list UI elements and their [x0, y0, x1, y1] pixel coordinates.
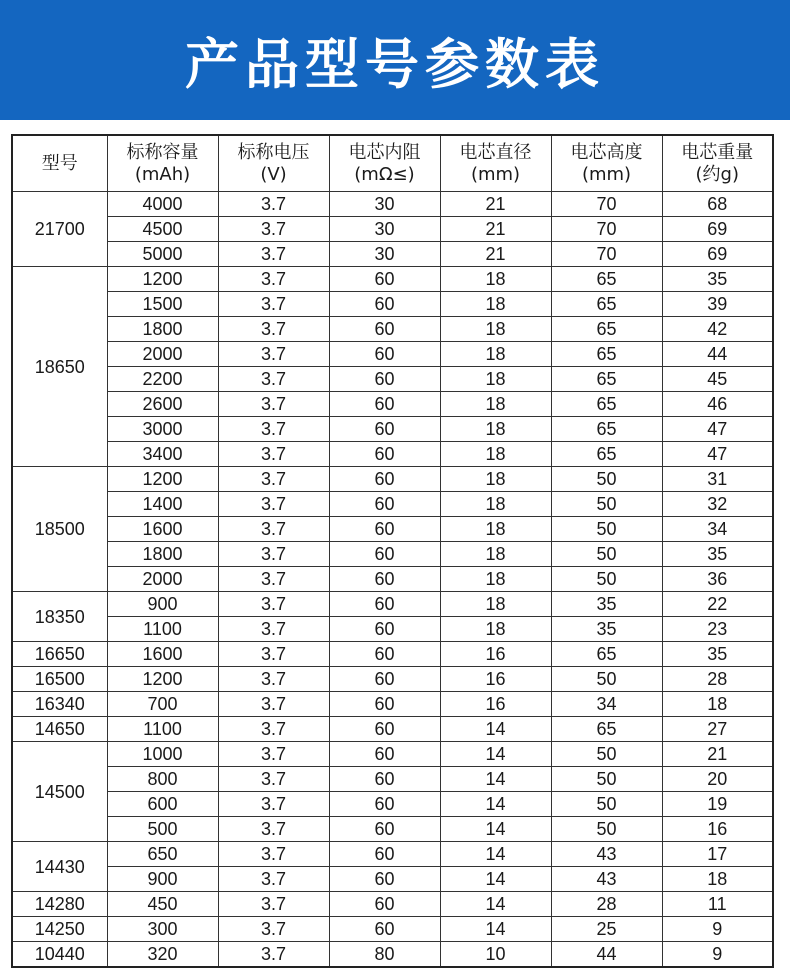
capacity-cell: 900 [107, 867, 218, 892]
table-row [12, 467, 773, 492]
diameter-cell: 14 [440, 717, 551, 742]
weight-cell: 39 [662, 292, 773, 317]
table-row [12, 342, 773, 367]
weight-cell: 27 [662, 717, 773, 742]
height-cell: 34 [551, 692, 662, 717]
diameter-cell: 18 [440, 492, 551, 517]
voltage-cell: 3.7 [218, 442, 329, 467]
table-row [12, 192, 773, 217]
table-row [12, 717, 773, 742]
diameter-cell: 18 [440, 317, 551, 342]
model-cell: 14500 [12, 742, 107, 842]
spec-table [11, 134, 774, 968]
header-unit: (约g) [695, 163, 739, 185]
page-title: 产品型号参数表 [185, 32, 605, 96]
table-row [12, 292, 773, 317]
table-row [12, 642, 773, 667]
voltage-cell: 3.7 [218, 942, 329, 968]
resistance-cell: 60 [329, 417, 440, 442]
voltage-cell: 3.7 [218, 267, 329, 292]
weight-cell: 18 [662, 867, 773, 892]
diameter-cell: 18 [440, 267, 551, 292]
height-cell: 65 [551, 367, 662, 392]
weight-cell: 35 [662, 542, 773, 567]
table-row [12, 742, 773, 767]
weight-cell: 47 [662, 442, 773, 467]
header-unit: (V) [260, 163, 287, 185]
voltage-cell: 3.7 [218, 492, 329, 517]
resistance-cell: 60 [329, 792, 440, 817]
diameter-cell: 14 [440, 867, 551, 892]
height-cell: 65 [551, 392, 662, 417]
capacity-cell: 2200 [107, 367, 218, 392]
height-cell: 28 [551, 892, 662, 917]
weight-cell: 11 [662, 892, 773, 917]
diameter-cell: 14 [440, 742, 551, 767]
height-cell: 70 [551, 217, 662, 242]
voltage-cell: 3.7 [218, 467, 329, 492]
table-row [12, 392, 773, 417]
voltage-cell: 3.7 [218, 217, 329, 242]
capacity-cell: 2000 [107, 342, 218, 367]
diameter-cell: 18 [440, 392, 551, 417]
header-label: 标称容量 [126, 141, 199, 163]
model-cell: 18500 [12, 467, 107, 592]
voltage-cell: 3.7 [218, 567, 329, 592]
resistance-cell: 60 [329, 617, 440, 642]
table-row [12, 917, 773, 942]
header-capacity [107, 135, 218, 192]
header-row [12, 135, 773, 192]
capacity-cell: 1100 [107, 617, 218, 642]
height-cell: 50 [551, 817, 662, 842]
voltage-cell: 3.7 [218, 642, 329, 667]
capacity-cell: 1100 [107, 717, 218, 742]
capacity-cell: 4500 [107, 217, 218, 242]
diameter-cell: 18 [440, 517, 551, 542]
height-cell: 43 [551, 842, 662, 867]
height-cell: 65 [551, 317, 662, 342]
header-unit: (mAh) [134, 163, 191, 185]
voltage-cell: 3.7 [218, 317, 329, 342]
voltage-cell: 3.7 [218, 392, 329, 417]
header-voltage [218, 135, 329, 192]
capacity-cell: 700 [107, 692, 218, 717]
diameter-cell: 14 [440, 842, 551, 867]
weight-cell: 22 [662, 592, 773, 617]
weight-cell: 16 [662, 817, 773, 842]
header-diameter [440, 135, 551, 192]
capacity-cell: 1800 [107, 317, 218, 342]
voltage-cell: 3.7 [218, 292, 329, 317]
resistance-cell: 60 [329, 917, 440, 942]
resistance-cell: 60 [329, 842, 440, 867]
height-cell: 65 [551, 292, 662, 317]
diameter-cell: 18 [440, 342, 551, 367]
resistance-cell: 60 [329, 767, 440, 792]
diameter-cell: 14 [440, 892, 551, 917]
weight-cell: 36 [662, 567, 773, 592]
height-cell: 65 [551, 267, 662, 292]
model-cell: 21700 [12, 192, 107, 267]
capacity-cell: 900 [107, 592, 218, 617]
voltage-cell: 3.7 [218, 192, 329, 217]
capacity-cell: 1000 [107, 742, 218, 767]
resistance-cell: 60 [329, 442, 440, 467]
voltage-cell: 3.7 [218, 692, 329, 717]
table-row [12, 867, 773, 892]
table-row [12, 592, 773, 617]
table-row [12, 317, 773, 342]
voltage-cell: 3.7 [218, 917, 329, 942]
diameter-cell: 14 [440, 792, 551, 817]
header-unit: (mm) [581, 163, 632, 185]
resistance-cell: 60 [329, 567, 440, 592]
voltage-cell: 3.7 [218, 767, 329, 792]
capacity-cell: 800 [107, 767, 218, 792]
table-row [12, 517, 773, 542]
model-cell: 14650 [12, 717, 107, 742]
height-cell: 65 [551, 442, 662, 467]
table-row [12, 417, 773, 442]
height-cell: 50 [551, 492, 662, 517]
height-cell: 50 [551, 517, 662, 542]
diameter-cell: 18 [440, 292, 551, 317]
table-row [12, 442, 773, 467]
model-cell: 18350 [12, 592, 107, 642]
voltage-cell: 3.7 [218, 342, 329, 367]
capacity-cell: 1400 [107, 492, 218, 517]
resistance-cell: 60 [329, 342, 440, 367]
diameter-cell: 16 [440, 692, 551, 717]
model-cell: 16650 [12, 642, 107, 667]
header-height [551, 135, 662, 192]
table-row [12, 242, 773, 267]
resistance-cell: 60 [329, 317, 440, 342]
weight-cell: 35 [662, 267, 773, 292]
capacity-cell: 1200 [107, 467, 218, 492]
resistance-cell: 60 [329, 467, 440, 492]
table-row [12, 667, 773, 692]
height-cell: 50 [551, 667, 662, 692]
voltage-cell: 3.7 [218, 717, 329, 742]
resistance-cell: 60 [329, 392, 440, 417]
diameter-cell: 18 [440, 417, 551, 442]
model-cell: 10440 [12, 942, 107, 968]
capacity-cell: 3000 [107, 417, 218, 442]
resistance-cell: 60 [329, 692, 440, 717]
table-row [12, 692, 773, 717]
diameter-cell: 18 [440, 542, 551, 567]
table-row [12, 492, 773, 517]
resistance-cell: 60 [329, 517, 440, 542]
voltage-cell: 3.7 [218, 592, 329, 617]
diameter-cell: 18 [440, 592, 551, 617]
weight-cell: 28 [662, 667, 773, 692]
resistance-cell: 60 [329, 267, 440, 292]
voltage-cell: 3.7 [218, 667, 329, 692]
height-cell: 65 [551, 417, 662, 442]
table-row [12, 367, 773, 392]
voltage-cell: 3.7 [218, 792, 329, 817]
table-row [12, 542, 773, 567]
table-row [12, 617, 773, 642]
height-cell: 50 [551, 567, 662, 592]
capacity-cell: 1200 [107, 667, 218, 692]
voltage-cell: 3.7 [218, 817, 329, 842]
voltage-cell: 3.7 [218, 617, 329, 642]
height-cell: 70 [551, 192, 662, 217]
height-cell: 35 [551, 592, 662, 617]
resistance-cell: 60 [329, 892, 440, 917]
header-unit: (mm) [470, 163, 521, 185]
weight-cell: 47 [662, 417, 773, 442]
height-cell: 50 [551, 792, 662, 817]
diameter-cell: 21 [440, 192, 551, 217]
voltage-cell: 3.7 [218, 842, 329, 867]
weight-cell: 32 [662, 492, 773, 517]
voltage-cell: 3.7 [218, 517, 329, 542]
resistance-cell: 60 [329, 717, 440, 742]
voltage-cell: 3.7 [218, 742, 329, 767]
capacity-cell: 1800 [107, 542, 218, 567]
diameter-cell: 21 [440, 217, 551, 242]
height-cell: 43 [551, 867, 662, 892]
capacity-cell: 1600 [107, 517, 218, 542]
header-label: 电芯直径 [459, 141, 532, 163]
header-model [12, 135, 107, 192]
capacity-cell: 450 [107, 892, 218, 917]
diameter-cell: 18 [440, 617, 551, 642]
model-cell: 16500 [12, 667, 107, 692]
model-cell: 16340 [12, 692, 107, 717]
weight-cell: 31 [662, 467, 773, 492]
weight-cell: 18 [662, 692, 773, 717]
height-cell: 65 [551, 642, 662, 667]
weight-cell: 44 [662, 342, 773, 367]
resistance-cell: 60 [329, 867, 440, 892]
voltage-cell: 3.7 [218, 417, 329, 442]
capacity-cell: 1200 [107, 267, 218, 292]
height-cell: 65 [551, 342, 662, 367]
capacity-cell: 320 [107, 942, 218, 968]
table-row [12, 942, 773, 968]
diameter-cell: 18 [440, 567, 551, 592]
weight-cell: 35 [662, 642, 773, 667]
resistance-cell: 60 [329, 492, 440, 517]
voltage-cell: 3.7 [218, 242, 329, 267]
diameter-cell: 16 [440, 642, 551, 667]
title-banner [0, 0, 790, 120]
weight-cell: 46 [662, 392, 773, 417]
resistance-cell: 80 [329, 942, 440, 968]
model-cell: 18650 [12, 267, 107, 467]
resistance-cell: 60 [329, 292, 440, 317]
resistance-cell: 30 [329, 242, 440, 267]
capacity-cell: 500 [107, 817, 218, 842]
height-cell: 50 [551, 767, 662, 792]
capacity-cell: 3400 [107, 442, 218, 467]
header-label: 电芯重量 [681, 141, 754, 163]
voltage-cell: 3.7 [218, 367, 329, 392]
diameter-cell: 14 [440, 817, 551, 842]
weight-cell: 21 [662, 742, 773, 767]
resistance-cell: 60 [329, 667, 440, 692]
diameter-cell: 14 [440, 917, 551, 942]
capacity-cell: 2600 [107, 392, 218, 417]
weight-cell: 9 [662, 917, 773, 942]
diameter-cell: 14 [440, 767, 551, 792]
voltage-cell: 3.7 [218, 867, 329, 892]
resistance-cell: 60 [329, 742, 440, 767]
header-label: 电芯高度 [570, 141, 643, 163]
resistance-cell: 30 [329, 217, 440, 242]
resistance-cell: 60 [329, 367, 440, 392]
height-cell: 65 [551, 717, 662, 742]
weight-cell: 69 [662, 242, 773, 267]
resistance-cell: 60 [329, 592, 440, 617]
model-cell: 14280 [12, 892, 107, 917]
resistance-cell: 60 [329, 817, 440, 842]
table-row [12, 842, 773, 867]
weight-cell: 42 [662, 317, 773, 342]
capacity-cell: 650 [107, 842, 218, 867]
height-cell: 44 [551, 942, 662, 968]
diameter-cell: 18 [440, 467, 551, 492]
header-unit: (mΩ≤) [354, 163, 415, 185]
weight-cell: 23 [662, 617, 773, 642]
table-row [12, 767, 773, 792]
height-cell: 50 [551, 742, 662, 767]
height-cell: 25 [551, 917, 662, 942]
capacity-cell: 2000 [107, 567, 218, 592]
resistance-cell: 60 [329, 642, 440, 667]
weight-cell: 20 [662, 767, 773, 792]
weight-cell: 45 [662, 367, 773, 392]
diameter-cell: 18 [440, 367, 551, 392]
diameter-cell: 16 [440, 667, 551, 692]
resistance-cell: 30 [329, 192, 440, 217]
height-cell: 70 [551, 242, 662, 267]
header-resistance [329, 135, 440, 192]
header-weight [662, 135, 773, 192]
capacity-cell: 5000 [107, 242, 218, 267]
weight-cell: 34 [662, 517, 773, 542]
capacity-cell: 300 [107, 917, 218, 942]
weight-cell: 68 [662, 192, 773, 217]
voltage-cell: 3.7 [218, 892, 329, 917]
table-row [12, 567, 773, 592]
table-row [12, 892, 773, 917]
header-label: 型号 [41, 152, 78, 174]
height-cell: 50 [551, 467, 662, 492]
model-cell: 14430 [12, 842, 107, 892]
resistance-cell: 60 [329, 542, 440, 567]
voltage-cell: 3.7 [218, 542, 329, 567]
table-row [12, 792, 773, 817]
header-label: 标称电压 [237, 141, 310, 163]
header-label: 电芯内阻 [348, 141, 421, 163]
capacity-cell: 600 [107, 792, 218, 817]
height-cell: 35 [551, 617, 662, 642]
weight-cell: 17 [662, 842, 773, 867]
capacity-cell: 1600 [107, 642, 218, 667]
weight-cell: 9 [662, 942, 773, 968]
diameter-cell: 18 [440, 442, 551, 467]
table-row [12, 817, 773, 842]
height-cell: 50 [551, 542, 662, 567]
table-body [12, 192, 773, 968]
capacity-cell: 1500 [107, 292, 218, 317]
diameter-cell: 10 [440, 942, 551, 968]
table-row [12, 217, 773, 242]
model-cell: 14250 [12, 917, 107, 942]
capacity-cell: 4000 [107, 192, 218, 217]
weight-cell: 19 [662, 792, 773, 817]
table-row [12, 267, 773, 292]
weight-cell: 69 [662, 217, 773, 242]
diameter-cell: 21 [440, 242, 551, 267]
